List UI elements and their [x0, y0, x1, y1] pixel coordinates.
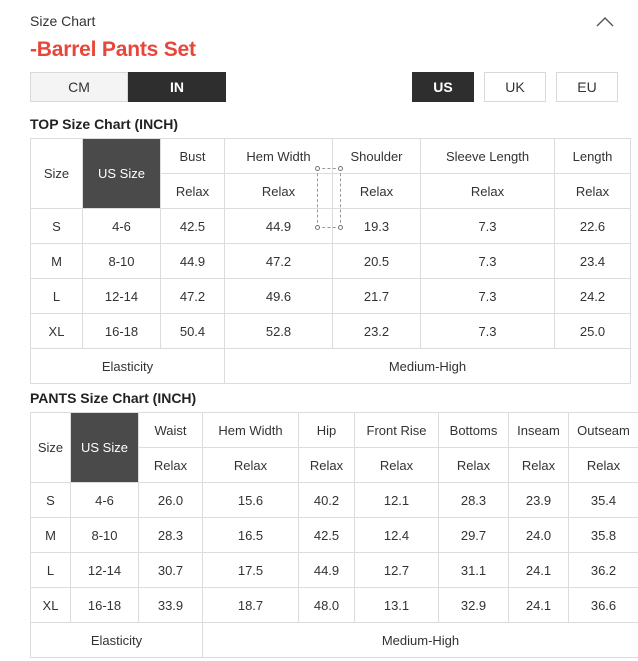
cell-hem-width: 52.8	[225, 314, 333, 349]
elasticity-value: Medium-High	[225, 349, 631, 384]
cell-length: 23.4	[555, 244, 631, 279]
fit-cell-hip: Relax	[299, 448, 355, 483]
cell-us-size: 4-6	[83, 209, 161, 244]
pants-chart-title: PANTS Size Chart (INCH)	[30, 390, 197, 406]
table-footer-row	[31, 623, 638, 658]
cell-hem-width: 18.7	[203, 588, 299, 623]
unit-region-toggles	[30, 72, 618, 102]
cell-bottoms: 31.1	[439, 553, 509, 588]
cell-outseam: 36.2	[569, 553, 638, 588]
cell-waist: 33.9	[139, 588, 203, 623]
header-cell-us-size: US Size	[71, 413, 139, 483]
table-header-row	[31, 139, 631, 174]
cell-hem-width: 17.5	[203, 553, 299, 588]
cell-hip: 40.2	[299, 483, 355, 518]
cell-us-size: 8-10	[83, 244, 161, 279]
cell-us-size: 16-18	[83, 314, 161, 349]
cell-inseam: 23.9	[509, 483, 569, 518]
table-row	[31, 209, 631, 244]
cell-us-size: 8-10	[71, 518, 139, 553]
unit-button-cm[interactable]: CM	[30, 72, 128, 102]
elasticity-value: Medium-High	[203, 623, 638, 658]
fit-cell-inseam: Relax	[509, 448, 569, 483]
cell-sleeve-length: 7.3	[421, 244, 555, 279]
cell-sleeve-length: 7.3	[421, 209, 555, 244]
cell-size: L	[31, 553, 71, 588]
table-row	[31, 314, 631, 349]
fit-cell-shoulder: Relax	[333, 174, 421, 209]
cell-size: M	[31, 518, 71, 553]
unit-toggle-group	[30, 72, 226, 102]
region-button-eu[interactable]: EU	[556, 72, 618, 102]
header-cell-inseam: Inseam	[509, 413, 569, 448]
pants-size-table	[30, 412, 638, 658]
header-cell-size: Size	[31, 139, 83, 209]
region-button-us[interactable]: US	[412, 72, 474, 102]
cell-shoulder: 19.3	[333, 209, 421, 244]
elasticity-label: Elasticity	[31, 349, 225, 384]
fit-cell-bust: Relax	[161, 174, 225, 209]
cell-outseam: 35.4	[569, 483, 638, 518]
cell-us-size: 12-14	[83, 279, 161, 314]
cell-bottoms: 29.7	[439, 518, 509, 553]
header-cell-waist: Waist	[139, 413, 203, 448]
cell-hem-width: 47.2	[225, 244, 333, 279]
cell-us-size: 12-14	[71, 553, 139, 588]
cell-shoulder: 23.2	[333, 314, 421, 349]
table-header-row	[31, 413, 638, 448]
table-row	[31, 279, 631, 314]
cell-inseam: 24.1	[509, 553, 569, 588]
header-cell-hip: Hip	[299, 413, 355, 448]
cell-length: 25.0	[555, 314, 631, 349]
fit-cell-length: Relax	[555, 174, 631, 209]
cell-bust: 44.9	[161, 244, 225, 279]
header-cell-length: Length	[555, 139, 631, 174]
fit-cell-outseam: Relax	[569, 448, 638, 483]
cell-length: 22.6	[555, 209, 631, 244]
region-toggle-group	[412, 72, 618, 102]
fit-cell-waist: Relax	[139, 448, 203, 483]
cell-bust: 50.4	[161, 314, 225, 349]
cell-length: 24.2	[555, 279, 631, 314]
top-chart-title: TOP Size Chart (INCH)	[30, 116, 179, 132]
chevron-up-icon[interactable]	[592, 12, 618, 32]
fit-cell-bottoms: Relax	[439, 448, 509, 483]
table-row	[31, 518, 638, 553]
unit-button-in[interactable]: IN	[128, 72, 226, 102]
table-row	[31, 483, 638, 518]
cell-size: XL	[31, 588, 71, 623]
elasticity-label: Elasticity	[31, 623, 203, 658]
cell-sleeve-length: 7.3	[421, 314, 555, 349]
cell-bottoms: 32.9	[439, 588, 509, 623]
table-row	[31, 553, 638, 588]
cell-sleeve-length: 7.3	[421, 279, 555, 314]
header-cell-sleeve-length: Sleeve Length	[421, 139, 555, 174]
header-cell-outseam: Outseam	[569, 413, 638, 448]
table-row	[31, 588, 638, 623]
table-row	[31, 244, 631, 279]
panel-header	[30, 12, 618, 32]
cell-size: M	[31, 244, 83, 279]
header-cell-bottoms: Bottoms	[439, 413, 509, 448]
fit-cell-hem-width: Relax	[203, 448, 299, 483]
table-footer-row	[31, 349, 631, 384]
cell-hem-width: 49.6	[225, 279, 333, 314]
top-size-table	[30, 138, 631, 384]
cell-us-size: 4-6	[71, 483, 139, 518]
cell-size: XL	[31, 314, 83, 349]
cell-hem-width: 16.5	[203, 518, 299, 553]
cell-hem-width: 44.9	[225, 209, 333, 244]
product-title: -Barrel Pants Set	[30, 38, 196, 61]
fit-cell-front-rise: Relax	[355, 448, 439, 483]
header-cell-us-size: US Size	[83, 139, 161, 209]
cell-hip: 44.9	[299, 553, 355, 588]
cell-outseam: 36.6	[569, 588, 638, 623]
panel-title: Size Chart	[30, 13, 96, 29]
cell-inseam: 24.0	[509, 518, 569, 553]
cell-hem-width: 15.6	[203, 483, 299, 518]
cell-size: L	[31, 279, 83, 314]
cell-front-rise: 12.1	[355, 483, 439, 518]
cell-size: S	[31, 209, 83, 244]
header-cell-hem-width: Hem Width	[225, 139, 333, 174]
cell-front-rise: 13.1	[355, 588, 439, 623]
cell-inseam: 24.1	[509, 588, 569, 623]
header-cell-front-rise: Front Rise	[355, 413, 439, 448]
cell-waist: 26.0	[139, 483, 203, 518]
fit-cell-sleeve-length: Relax	[421, 174, 555, 209]
cell-waist: 28.3	[139, 518, 203, 553]
header-cell-bust: Bust	[161, 139, 225, 174]
cell-bottoms: 28.3	[439, 483, 509, 518]
cell-front-rise: 12.7	[355, 553, 439, 588]
cell-size: S	[31, 483, 71, 518]
cell-shoulder: 20.5	[333, 244, 421, 279]
cell-bust: 47.2	[161, 279, 225, 314]
fit-cell-hem-width: Relax	[225, 174, 333, 209]
cell-waist: 30.7	[139, 553, 203, 588]
cell-bust: 42.5	[161, 209, 225, 244]
cell-hip: 48.0	[299, 588, 355, 623]
cell-front-rise: 12.4	[355, 518, 439, 553]
cell-us-size: 16-18	[71, 588, 139, 623]
header-cell-shoulder: Shoulder	[333, 139, 421, 174]
cell-hip: 42.5	[299, 518, 355, 553]
region-button-uk[interactable]: UK	[484, 72, 546, 102]
cell-shoulder: 21.7	[333, 279, 421, 314]
header-cell-size: Size	[31, 413, 71, 483]
cell-outseam: 35.8	[569, 518, 638, 553]
header-cell-hem-width: Hem Width	[203, 413, 299, 448]
